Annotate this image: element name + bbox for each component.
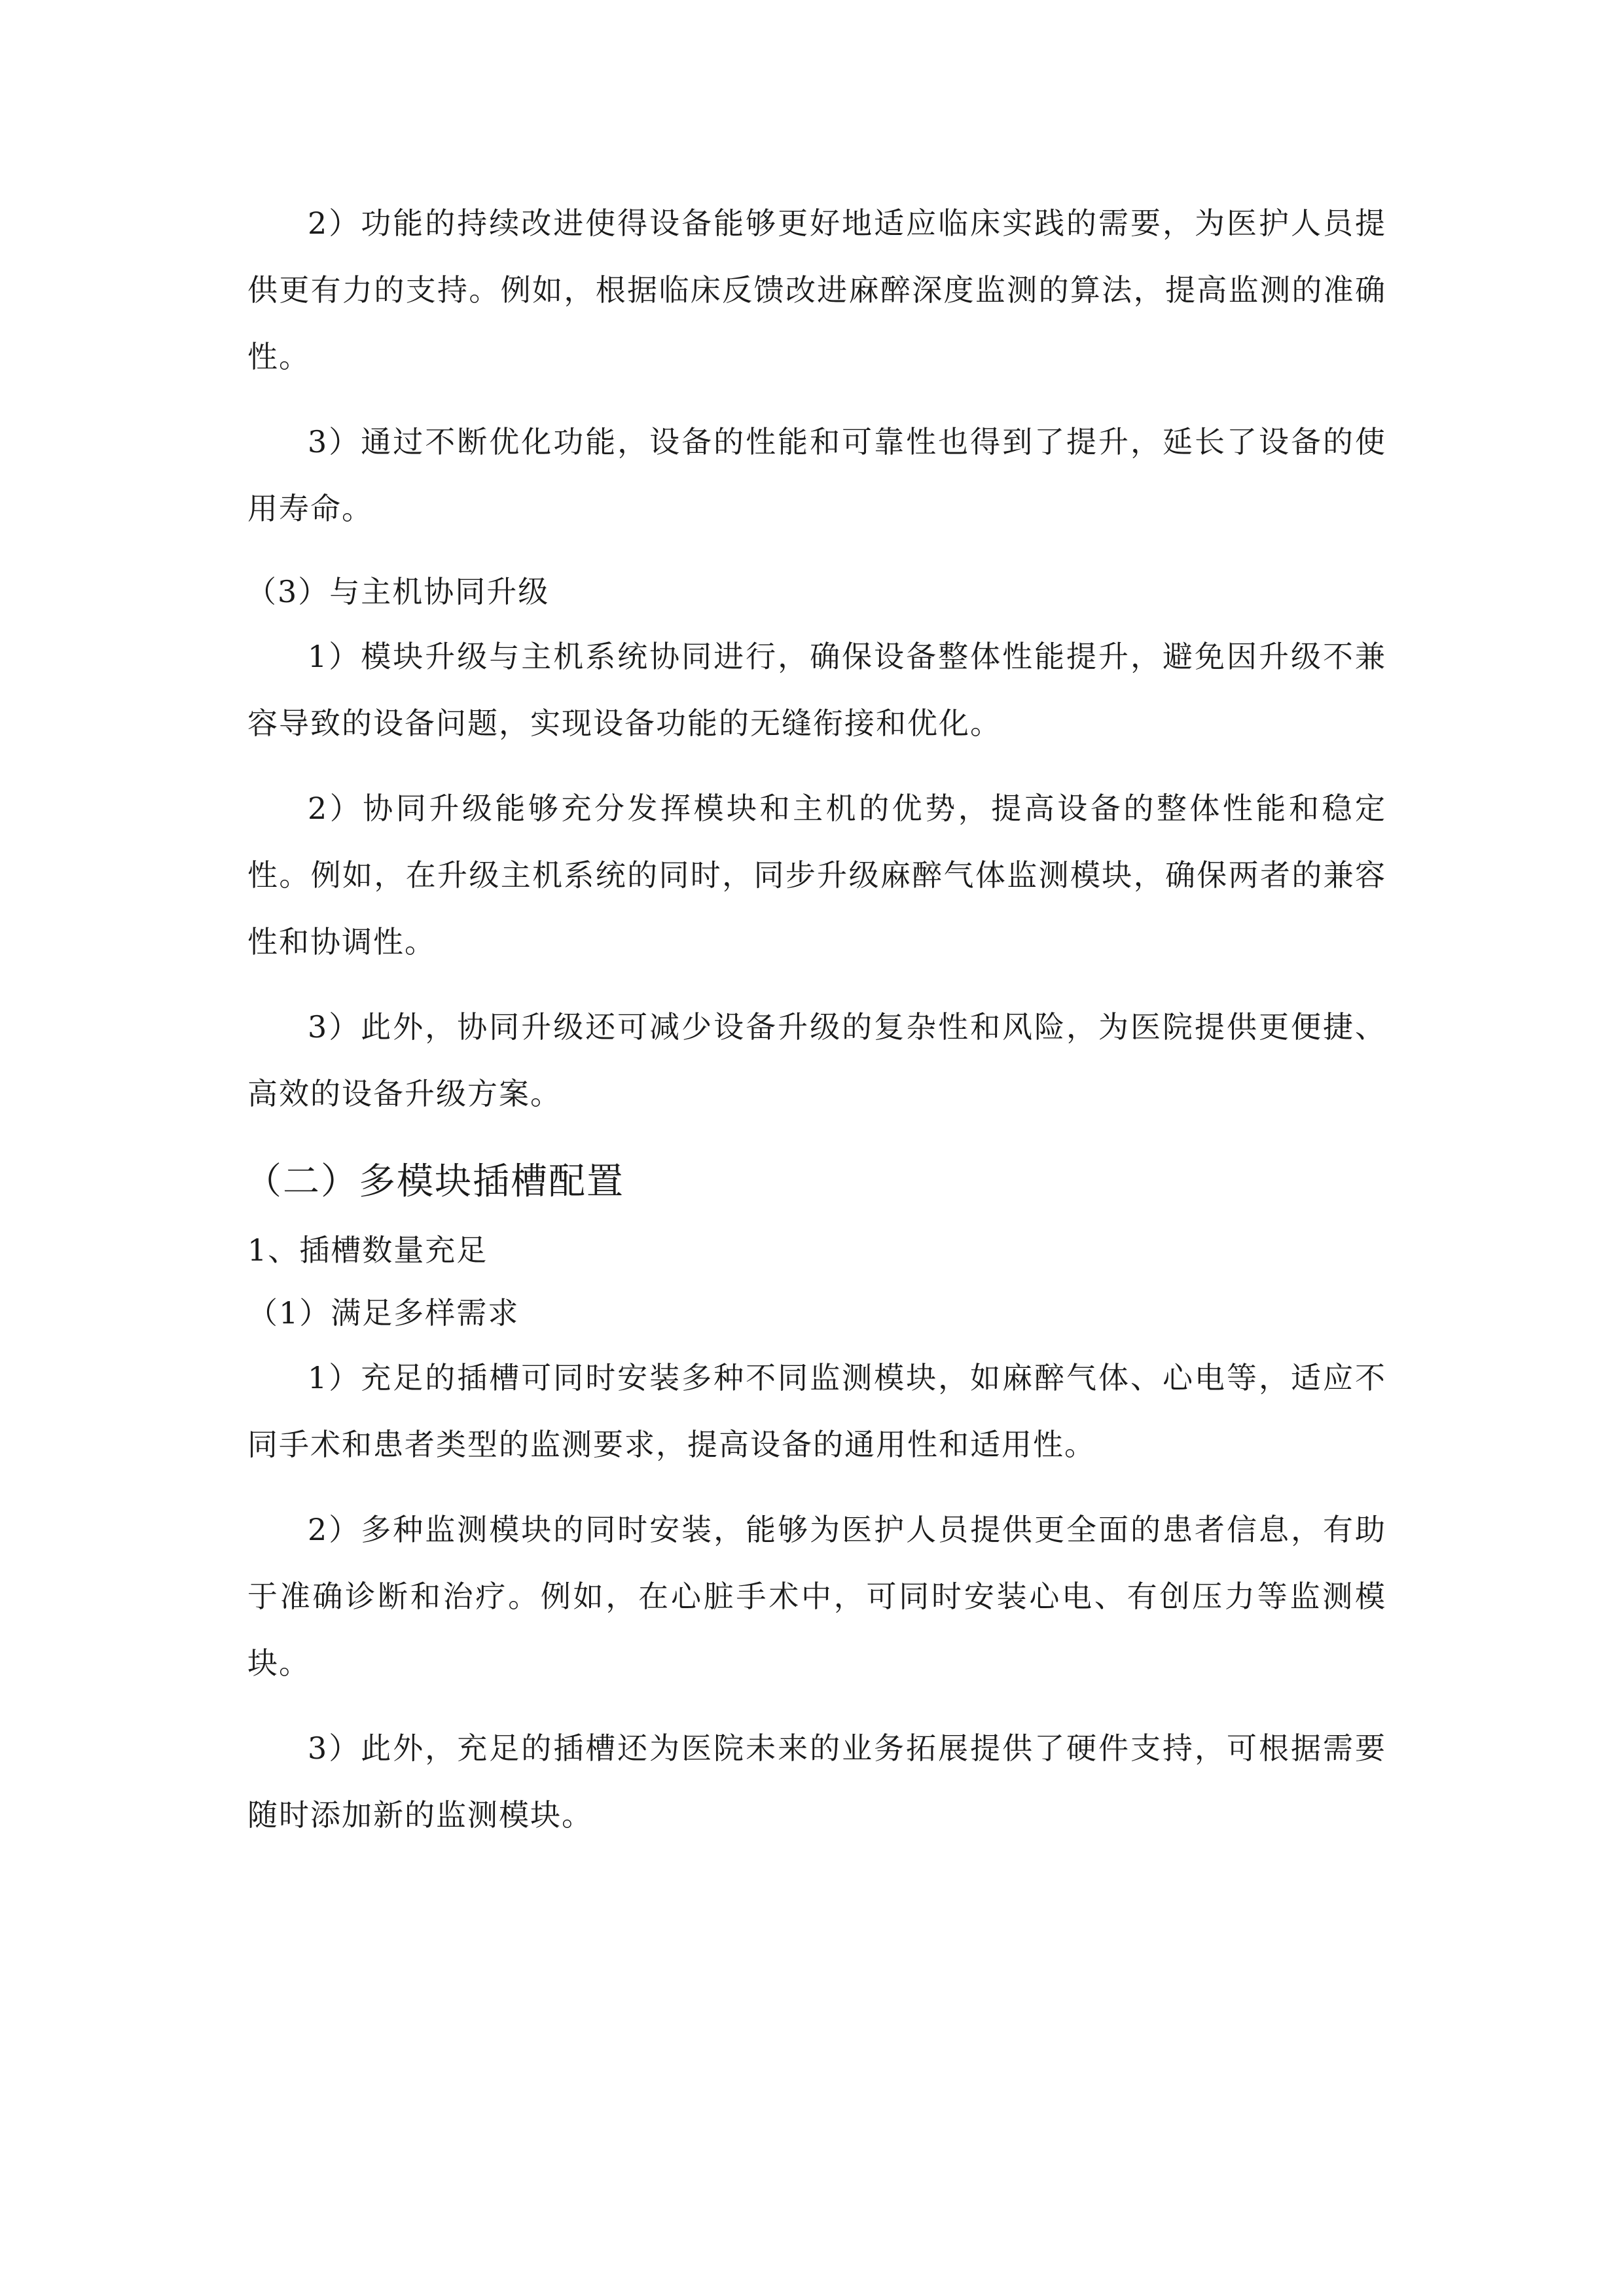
document-page — [247, 190, 1386, 1867]
paragraph-comprehensive-info: 2）多种监测模块的同时安装，能够为医护人员提供更全面的患者信息，有助于准确诊断和治疗。例如，在心脏手术中，可同时安装心电、有创压力等监测模块。 — [247, 1512, 1386, 1681]
paragraph-multiple-modules: 1）充足的插槽可同时安装多种不同监测模块，如麻醉气体、心电等，适应不同手术和患者类型的监测要求，提高设备的通用性和适用性。 — [247, 1360, 1386, 1462]
paragraph-future-expansion: 3）此外，充足的插槽还为医院未来的业务拓展提供了硬件支持，可根据需要随时添加新的监测模块。 — [247, 1731, 1386, 1833]
paragraph-performance-reliability: 3）通过不断优化功能，设备的性能和可靠性也得到了提升，延长了设备的使用寿命。 — [247, 424, 1386, 526]
subheading-sufficient-slots: 1、插槽数量充足 — [247, 1232, 488, 1268]
subheading-diverse-needs: （1）满足多样需求 — [247, 1295, 520, 1331]
paragraph-collab-advantages: 2）协同升级能够充分发挥模块和主机的优势，提高设备的整体性能和稳定性。例如，在升级主机系统的同时，同步升级麻醉气体监测模块，确保两者的兼容性和协调性。 — [247, 791, 1386, 960]
subheading-host-collaborative-upgrade: （3）与主机协同升级 — [246, 574, 550, 609]
heading-multi-module-slots: （二）多模块插槽配置 — [245, 1160, 624, 1203]
paragraph-function-improvement: 2）功能的持续改进使得设备能够更好地适应临床实践的需要，为医护人员提供更有力的支持。例如，根据临床反馈改进麻醉深度监测的算法，提高监测的准确性。 — [247, 206, 1386, 374]
paragraph-module-host-sync: 1）模块升级与主机系统协同进行，确保设备整体性能提升，避免因升级不兼容导致的设备问题，实现设备功能的无缝衔接和优化。 — [247, 639, 1386, 741]
paragraph-reduce-complexity: 3）此外，协同升级还可减少设备升级的复杂性和风险，为医院提供更便捷、高效的设备升级方案。 — [247, 1009, 1386, 1111]
